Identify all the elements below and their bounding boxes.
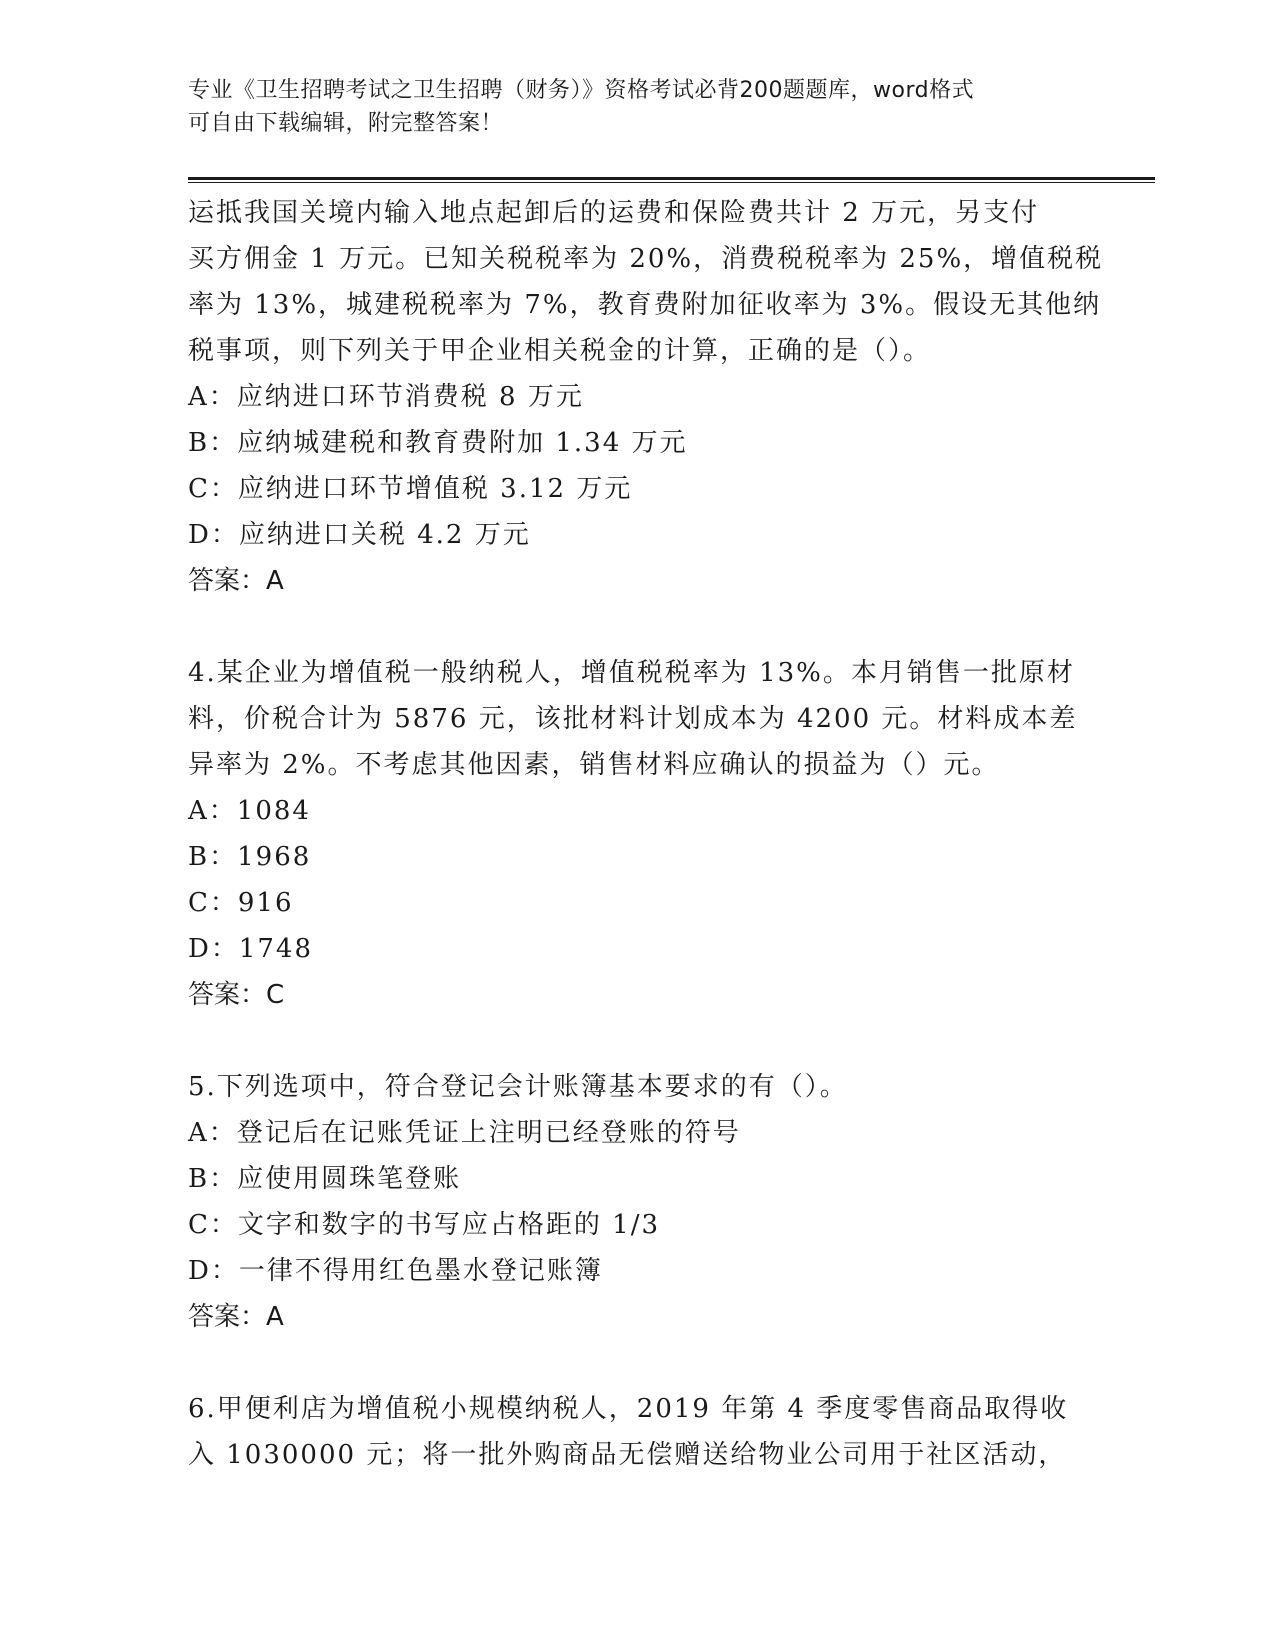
header-rule-thick <box>188 177 1155 180</box>
option-d: D：应纳进口关税 4.2 万元 <box>188 520 531 550</box>
question-stem-line: 税事项，则下列关于甲企业相关税金的计算，正确的是（）。 <box>188 336 932 366</box>
spacer <box>188 1340 1088 1386</box>
question-4 <box>188 650 1088 1018</box>
question-stem-line: 6.甲便利店为增值税小规模纳税人，2019 年第 4 季度零售商品取得收 <box>188 1394 1069 1424</box>
question-stem-line: 4.某企业为增值税一般纳税人，增值税税率为 13%。本月销售一批原材 <box>188 658 1075 688</box>
answer: 答案：C <box>188 980 285 1010</box>
answer: 答案：A <box>188 1302 284 1332</box>
option-a: A：1084 <box>188 796 311 826</box>
question-stem-line: 买方佣金 1 万元。已知关税税率为 20%，消费税税率为 25%，增值税税 <box>188 244 1104 274</box>
option-a: A：登记后在记账凭证上注明已经登账的符号 <box>188 1118 741 1148</box>
question-stem-line: 料，价税合计为 5876 元，该批材料计划成本为 4200 元。材料成本差 <box>188 704 1078 734</box>
option-a: A：应纳进口环节消费税 8 万元 <box>188 382 584 412</box>
option-c: C：文字和数字的书写应占格距的 1/3 <box>188 1210 661 1240</box>
option-d: D：1748 <box>188 934 314 964</box>
question-stem-line: 5.下列选项中，符合登记会计账簿基本要求的有（）。 <box>188 1072 848 1102</box>
option-c: C：应纳进口环节增值税 3.12 万元 <box>188 474 633 504</box>
spacer <box>188 604 1088 650</box>
question-5 <box>188 1064 1088 1340</box>
option-b: B：应纳城建税和教育费附加 1.34 万元 <box>188 428 688 458</box>
question-6 <box>188 1386 1088 1478</box>
answer: 答案：A <box>188 566 284 596</box>
document-header <box>188 74 1088 140</box>
question-stem-line: 运抵我国关境内输入地点起卸后的运费和保险费共计 2 万元，另支付 <box>188 198 1040 228</box>
question-stem-line: 入 1030000 元；将一批外购商品无偿赠送给物业公司用于社区活动， <box>188 1440 1067 1470</box>
option-d: D：一律不得用红色墨水登记账簿 <box>188 1256 603 1286</box>
spacer <box>188 1018 1088 1064</box>
question-3-continued <box>188 190 1104 604</box>
option-b: B：应使用圆珠笔登账 <box>188 1164 462 1194</box>
question-stem-line: 率为 13%，城建税税率为 7%，教育费附加征收率为 3%。假设无其他纳 <box>188 290 1102 320</box>
option-c: C：916 <box>188 888 294 918</box>
question-content <box>188 190 1104 1478</box>
option-b: B：1968 <box>188 842 312 872</box>
header-title-line-2: 可自由下载编辑，附完整答案！ <box>188 111 504 136</box>
header-rule-thin <box>188 182 1155 183</box>
question-stem-line: 异率为 2%。不考虑其他因素，销售材料应确认的损益为（）元。 <box>188 750 1000 780</box>
header-title-line-1: 专业《卫生招聘考试之卫生招聘（财务）》资格考试必背200题题库，word格式 <box>188 78 975 103</box>
